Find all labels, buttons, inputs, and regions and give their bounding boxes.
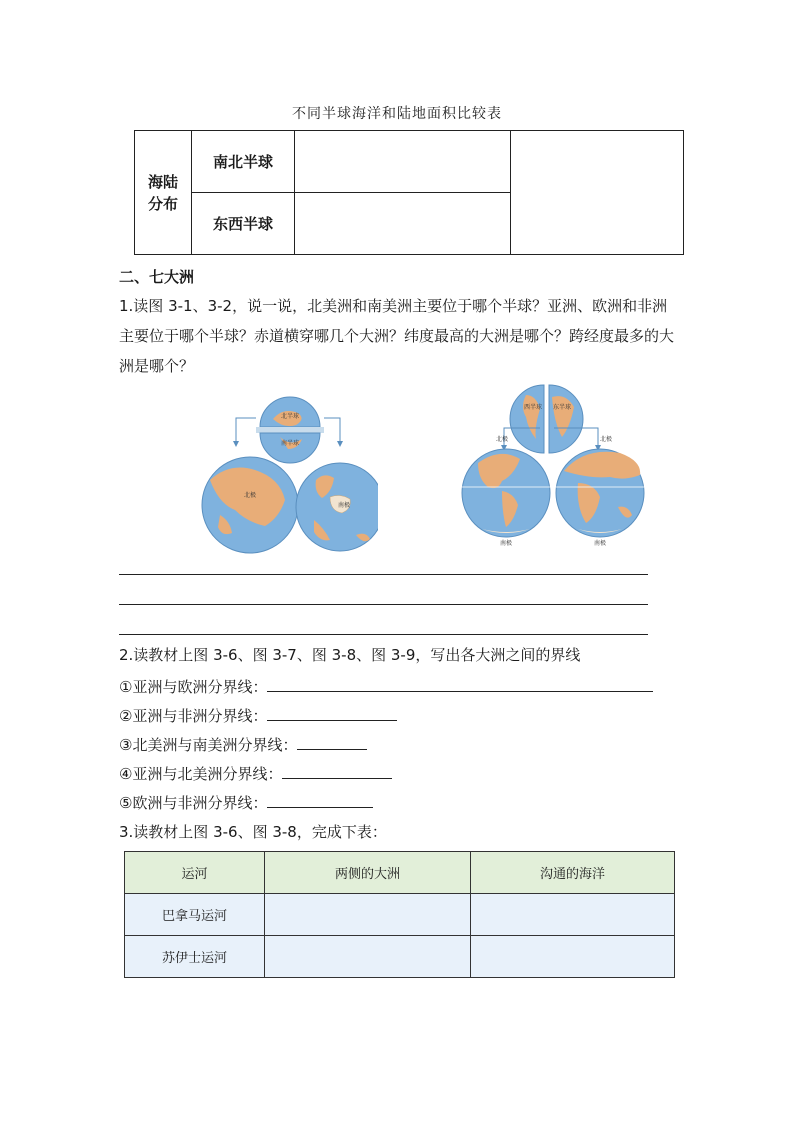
row-group-header [135,131,192,255]
question-3: 3.读教材上图 3-6、图 3-8，完成下表： [119,823,387,841]
east-hemisphere-label: 东半球 [552,404,572,411]
figure-north-south-hemispheres [198,385,378,565]
boundary-item-asia-europe [119,673,653,701]
arrow-label-left: 北极 [496,436,509,443]
west-hemisphere-label: 西半球 [523,404,543,411]
question-1: 1.读图 3-1、3-2，说一说，北美洲和南美洲主要位于哪个半球？亚洲、欧洲和非洲主要位于哪个半球？赤道横穿哪几个大洲？纬度最高的大洲是哪个？跨经度最多的大洲是哪个？ [119,297,675,375]
south-pole-globe-icon [296,463,378,551]
split-globe-west-east-icon [510,385,583,453]
section-heading: 二、七大洲 [119,268,195,286]
boundary-item-label: ⑤欧洲与非洲分界线： [119,794,268,812]
answer-blank[interactable] [297,731,367,750]
answer-line[interactable] [119,634,648,635]
header-oceans: 沟通的海洋 [471,852,675,894]
canal-name-panama: 巴拿马运河 [125,894,265,936]
boundary-item-europe-africa [119,789,373,817]
eastern-hemisphere-globe-icon [556,449,644,547]
boundary-item-north-south-america [119,731,367,759]
answer-cell-east-west[interactable] [295,193,511,255]
table-caption: 不同半球海洋和陆地面积比较表 [292,106,502,122]
north-hemisphere-label: 北半球 [280,413,300,420]
answer-blank[interactable] [267,789,373,808]
header-continents: 两侧的大洲 [265,852,471,894]
answer-blank[interactable] [267,702,397,721]
canal-table [124,851,675,978]
north-pole-globe-icon [202,457,298,553]
answer-blank[interactable] [267,673,653,692]
row-group-header-line-2: 分布 [147,194,178,213]
row-label-north-south: 南北半球 [192,131,295,193]
answer-blank[interactable] [282,760,392,779]
boundary-item-label: ④亚洲与北美洲分界线： [119,765,283,783]
answer-cell-north-south[interactable] [295,131,511,193]
answer-cell[interactable] [471,936,675,978]
south-hemisphere-label: 南半球 [280,440,300,447]
canal-name-suez: 苏伊士运河 [125,936,265,978]
answer-line[interactable] [119,574,648,575]
boundary-item-label: ①亚洲与欧洲分界线： [119,678,268,696]
header-canal: 运河 [125,852,265,894]
land-sea-distribution-table [134,130,684,255]
boundary-item-asia-africa [119,702,397,730]
western-hemisphere-globe-icon [462,449,550,547]
answer-cell[interactable] [265,936,471,978]
boundary-item-label: ③北美洲与南美洲分界线： [119,736,298,754]
arrow-left [236,418,256,445]
arrow-label-right: 北极 [600,436,613,443]
arrow-right [324,418,340,445]
answer-cell[interactable] [471,894,675,936]
boundary-item-label: ②亚洲与非洲分界线： [119,707,268,725]
south-pole-label-right: 南极 [593,540,607,547]
south-pole-label-left: 南极 [499,540,513,547]
figure-west-east-hemispheres [460,383,646,548]
row-group-header-line-1: 海陆 [147,172,178,191]
answer-cell-merged[interactable] [511,131,684,255]
split-globe-icon [256,397,324,463]
north-pole-label: 北极 [243,492,257,499]
question-2: 2.读教材上图 3-6、图 3-7、图 3-8、图 3-9，写出各大洲之间的界线 [119,646,581,664]
row-label-east-west: 东西半球 [192,193,295,255]
answer-cell[interactable] [265,894,471,936]
boundary-item-asia-north-america [119,760,392,788]
answer-line[interactable] [119,604,648,605]
south-pole-label: 南极 [337,502,351,509]
